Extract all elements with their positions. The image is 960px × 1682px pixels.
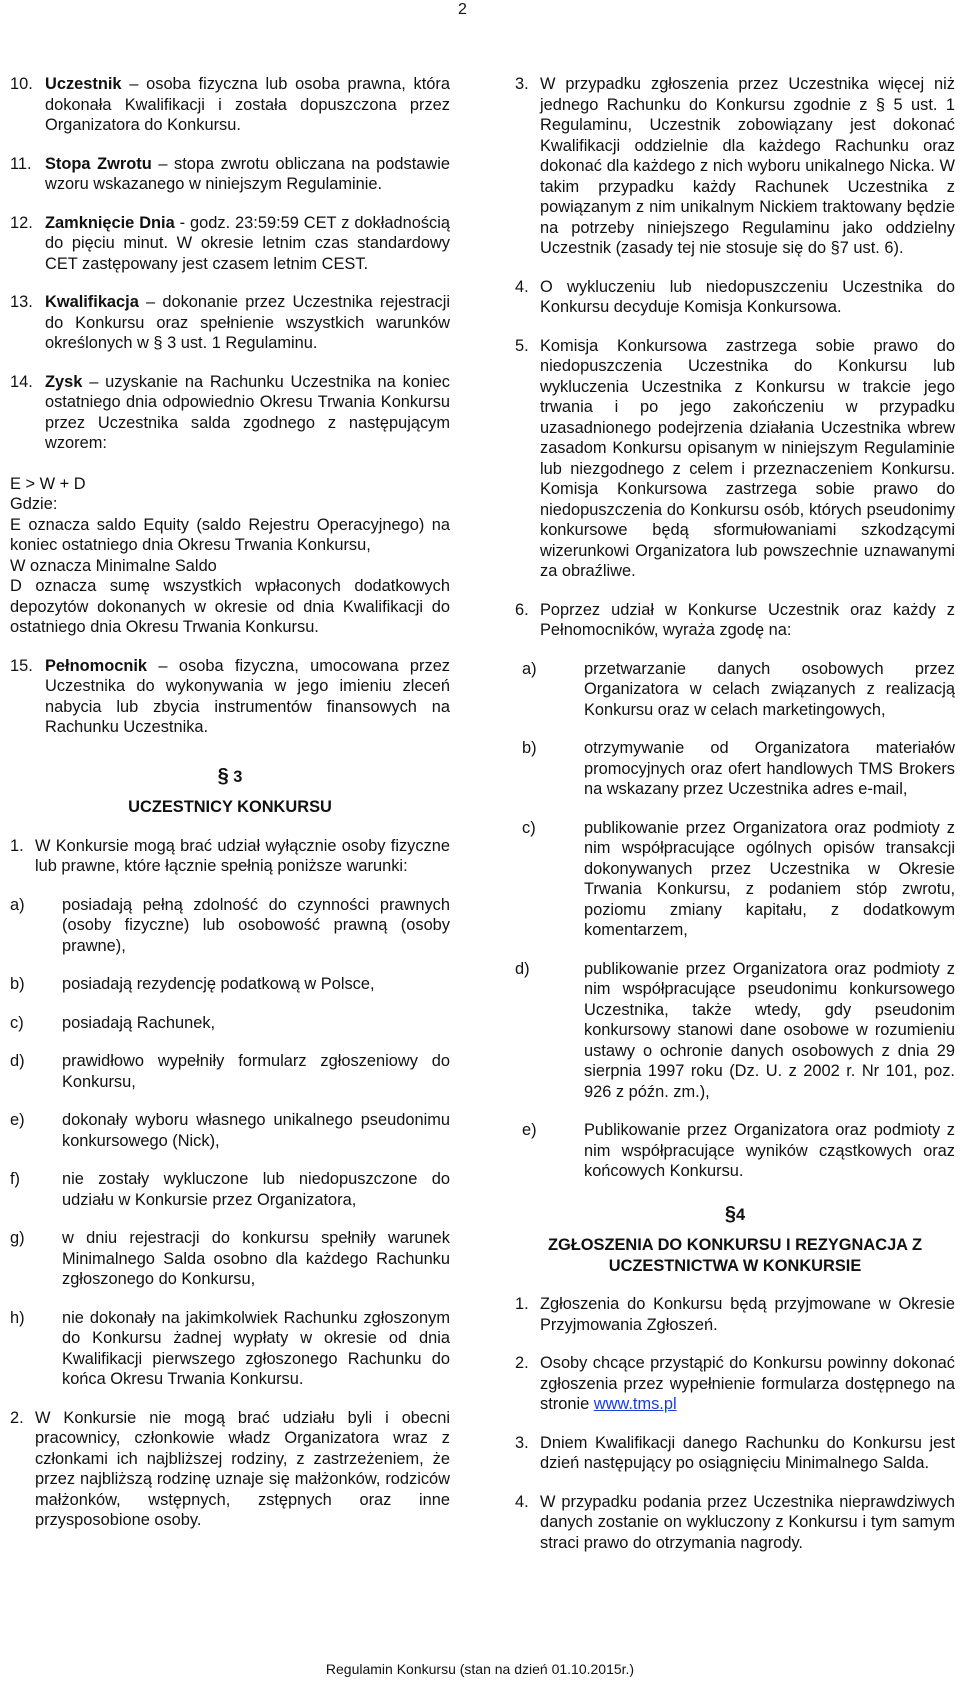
definition-text: - godz. 23:59:59 CET z dokładnością do pięciu minut. W okresie letnim czas standardowy CET zastępowany jest czasem letnim CEST. bbox=[45, 213, 450, 273]
paragraph: 3. Dniem Kwalifikacji danego Rachunku do Konkursu jest dzień następujący po osiągnięciu Minimalnego Salda. bbox=[515, 1433, 955, 1472]
condition-item: h) nie dokonały na jakimkolwiek Rachunku zgłoszonym do Konkursu żadnej wypłaty w okresie od dnia Kwalifikacji pierwszego zgłoszonego Rachunku do końca Okresu Trwania Konkursu. bbox=[10, 1308, 450, 1388]
condition-item: c) posiadają Rachunek, bbox=[10, 1013, 216, 1032]
condition-item: f) nie zostały wykluczone lub niedopuszczone do udziału w Konkursie przez Organizatora, bbox=[10, 1170, 450, 1209]
definition-text: – uzyskanie na Rachunku Uczestnika na koniec ostatniego dnia odpowiednio Okresu Trwania Konkursu przez Uczestnika salda zgodnego z następującym wzorem: bbox=[45, 372, 450, 452]
definition-item: 15. Pełnomocnik – osoba fizyczna, umocowana przez Uczestnika do wykonywania w jego imieniu zleceń nabycia lub zbycia instrumentów finansowych na Rachunku Uczestnika. bbox=[10, 656, 450, 736]
definition-term: Pełnomocnik bbox=[45, 656, 148, 675]
page-footer: Regulamin Konkursu (stan na dzień 01.10.2015r.) bbox=[325, 1661, 635, 1677]
definition-text: – dokonanie przez Uczestnika rejestracji do Konkursu oraz spełnienie wszystkich warunków określonych w § 3 ust. 1 Regulaminu. bbox=[45, 293, 450, 352]
formula-block bbox=[10, 474, 450, 638]
condition-item: d) prawidłowo wypełniły formularz zgłoszeniowy do Konkursu, bbox=[10, 1052, 450, 1091]
section-number: §4 bbox=[724, 1202, 746, 1225]
consent-item: d) publikowanie przez Organizatora oraz podmioty z nim współpracujące pseudonimu konkursowego Uczestnika, także wtedy, gdy pseudonim konkursowy stanowi dane osobowe w rozumieniu ustawy o ochronie danych osobowych z dnia 29 sierpnia 1997 roku (Dz. U. z 2002 r. Nr 101, poz. 926 z późn. zm.), bbox=[515, 959, 955, 1101]
condition-item: g) w dniu rejestracji do konkursu spełniły warunek Minimalnego Salda osobno dla każdego Rachunku zgłoszonego do Konkursu, bbox=[10, 1229, 450, 1288]
definition-text: – osoba fizyczna, umocowana przez Uczestnika do wykonywania w jego imieniu zleceń nabycia lub zbycia instrumentów finansowych na Rachunku Uczestnika. bbox=[45, 656, 450, 736]
definition-item: 11. Stopa Zwrotu – stopa zwrotu obliczana na podstawie wzoru wskazanego w niniejszym Regulaminie. bbox=[10, 154, 450, 193]
formula-where: Gdzie: bbox=[10, 495, 58, 513]
condition-item: b) posiadają rezydencję podatkową w Polsce, bbox=[10, 975, 375, 993]
definition-text: – osoba fizyczna lub osoba prawna, która dokonała Kwalifikacji i została dopuszczona przez Organizatora do Konkursu. bbox=[45, 75, 450, 134]
paragraph: 4. W przypadku podania przez Uczestnika nieprawdziwych danych zostanie on wykluczony z Konkursu i tym samym straci prawo do otrzymania nagrody. bbox=[515, 1492, 955, 1552]
definition-item: 12. Zamknięcie Dnia - godz. 23:59:59 CET z dokładnością do pięciu minut. W okresie letnim czas standardowy CET zastępowany jest czasem letnim CEST. bbox=[10, 213, 450, 273]
left-column bbox=[10, 74, 450, 1549]
definition-term: Stopa Zwrotu bbox=[45, 154, 152, 173]
condition-item: a) posiadają pełną zdolność do czynności prawnych (osoby fizyczne) lub osobowość prawną (osoby prawne), bbox=[10, 895, 450, 955]
consent-item: b) otrzymywanie od Organizatora materiałów promocyjnych oraz ofert handlowych TMS Brokers na wskazany przez Uczestnika adres e-mail, bbox=[522, 739, 955, 798]
formula-e: E oznacza saldo Equity (saldo Rejestru Operacyjnego) na koniec ostatniego dnia Okresu Trwania Konkursu, bbox=[10, 515, 450, 554]
tms-link[interactable]: www.tms.pl bbox=[593, 1395, 677, 1413]
paragraph: 1. Zgłoszenia do Konkursu będą przyjmowane w Okresie Przyjmowania Zgłoszeń. bbox=[515, 1295, 955, 1334]
paragraph: 1. W Konkursie mogą brać udział wyłącznie osoby fizyczne lub prawne, które łącznie spełnią poniższe warunki: bbox=[10, 836, 450, 875]
formula-d: D oznacza sumę wszystkich wpłaconych dodatkowych depozytów dokonanych w okresie od dnia Kwalifikacji do ostatniego dnia Okresu Trwania Konkursu. bbox=[10, 577, 450, 636]
definition-term: Zamknięcie Dnia bbox=[45, 213, 175, 232]
paragraph: 5. Komisja Konkursowa zastrzega sobie prawo do niedopuszczenia Uczestnika do Konkursu lub wykluczenia Uczestnika z Konkursu w trakcie jego trwania i po jego zakończeniu w przypadku uzasadnionego podejrzenia działania Uczestnika wbrew zasadom Konkursu opisanym w niniejszym Regulaminie lub niezgodnego z celem i przeznaczeniem Konkursu. Komisja Konkursowa zastrzega sobie prawo do niedopuszczenia do Konkursu osób, których pseudonimy konkursowe będą sformułowaniami szkodzącymi wizerunkowi Organizatora lub powszechnie uznawanymi za obraźliwe. bbox=[515, 336, 955, 580]
section-title: ZGŁOSZENIA DO KONKURSU I REZYGNACJA Z UCZESTNICTWA W KONKURSIE bbox=[548, 1236, 922, 1275]
paragraph: 4. O wykluczeniu lub niedopuszczeniu Uczestnika do Konkursu decyduje Komisja Konkursowa. bbox=[515, 277, 955, 316]
condition-item: e) dokonały wyboru własnego unikalnego pseudonimu konkursowego (Nick), bbox=[10, 1111, 450, 1150]
consent-item: c) publikowanie przez Organizatora oraz podmioty z nim współpracujące ogólnych opisów transakcji dokonywanych przez Uczestnika w Okresie Trwania Konkursu, z podaniem stóp zwrotu, poziomu zmiany kapitału, z dodatkowym komentarzem, bbox=[522, 818, 955, 939]
page-number: 2 bbox=[458, 1, 467, 18]
definition-item: 13. Kwalifikacja – dokonanie przez Uczestnika rejestracji do Konkursu oraz spełnienie wszystkich warunków określonych w § 3 ust. 1 Regulaminu. bbox=[10, 293, 450, 352]
definition-item: 10. Uczestnik – osoba fizyczna lub osoba prawna, która dokonała Kwalifikacji i została dopuszczona przez Organizatora do Konkursu. bbox=[10, 75, 450, 134]
formula-expression: E > W + D bbox=[10, 474, 86, 493]
consent-item: a) przetwarzanie danych osobowych przez Organizatora w celach związanych z realizacją Konkursu oraz w celach marketingowych, bbox=[522, 659, 955, 719]
consent-item: e) Publikowanie przez Organizatora oraz podmioty z nim współpracujące wyników cząstkowych oraz końcowych Konkursu. bbox=[522, 1121, 955, 1180]
definition-text: – stopa zwrotu obliczana na podstawie wzoru wskazanego w niniejszym Regulaminie. bbox=[45, 154, 450, 193]
paragraph: 3. W przypadku zgłoszenia przez Uczestnika więcej niż jednego Rachunku do Konkursu zgodnie z § 5 ust. 1 Regulaminu, Uczestnik zobowiązany jest dokonać Kwalifikacji oddzielnie dla każdego Rachunku oraz dokonać dla każdego z nich wyboru unikalnego Nicka. W takim przypadku każdy Rachunek Uczestnika z powiązanym z nim unikalnym Nickiem traktowany będzie na potrzeby niniejszego Regulaminu jako oddzielny Uczestnik (zasady tej nie stosuje się do §7 ust. 6). bbox=[515, 75, 955, 257]
formula-w: W oznacza Minimalne Saldo bbox=[10, 556, 217, 575]
section-title: UCZESTNICY KONKURSU bbox=[128, 798, 332, 816]
definition-term: Zysk bbox=[45, 372, 83, 391]
section-number: § 3 bbox=[217, 764, 243, 787]
definition-item: 14. Zysk – uzyskanie na Rachunku Uczestnika na koniec ostatniego dnia odpowiednio Okresu Trwania Konkursu przez Uczestnika salda zgodnego z następującym wzorem: bbox=[10, 372, 450, 452]
definition-term: Kwalifikacja bbox=[45, 293, 139, 311]
right-column bbox=[515, 74, 955, 1571]
paragraph: 2. Osoby chcące przystąpić do Konkursu powinny dokonać zgłoszenia przez wypełnienie formularza dostępnego na stronie www.tms.pl bbox=[515, 1354, 955, 1413]
paragraph: 2. W Konkursie nie mogą brać udziału byli i obecni pracownicy, członkowie władz Organizatora wraz z członkami ich najbliższej rodziny, z zastrzeżeniem, że przez najbliższą rodzinę uznaje się małżonków, rodziców małżonków, wstępnych, zstępnych oraz inne przysposobione osoby. bbox=[10, 1408, 450, 1529]
definition-term: Uczestnik bbox=[45, 75, 122, 93]
paragraph: 6. Poprzez udział w Konkurse Uczestnik oraz każdy z Pełnomocników, wyraża zgodę na: bbox=[515, 600, 955, 639]
